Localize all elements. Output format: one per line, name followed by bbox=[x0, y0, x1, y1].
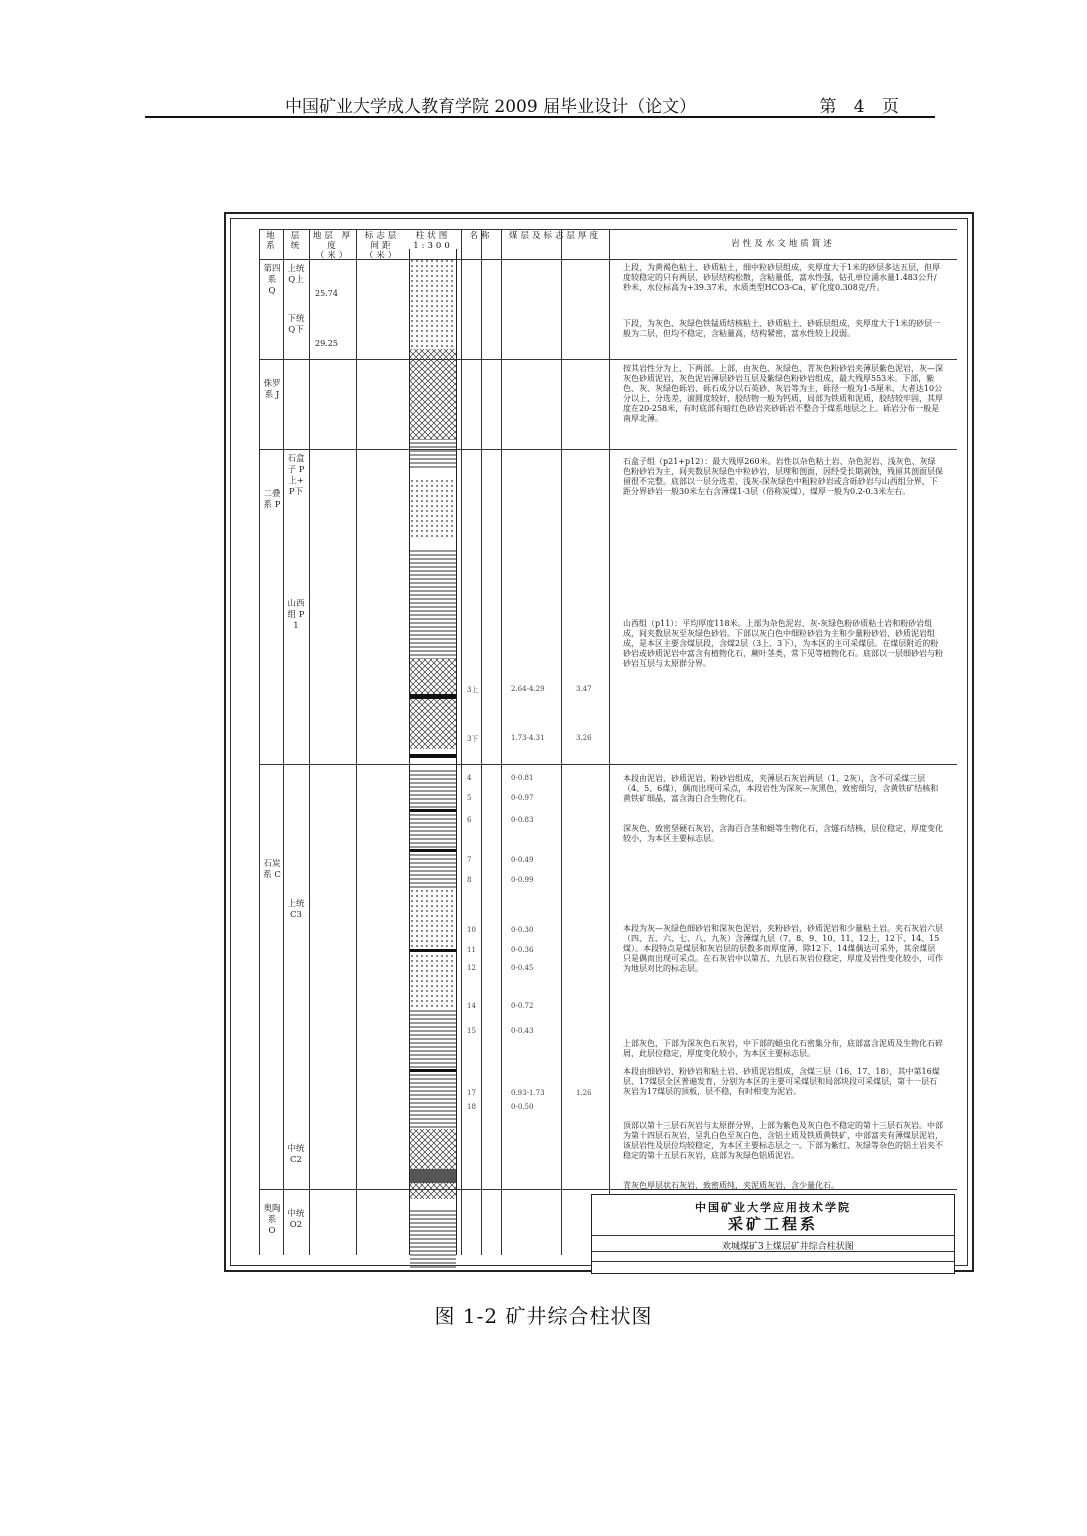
system-carboniferous: 石炭系 C bbox=[263, 859, 281, 880]
seam-no: 7 bbox=[467, 856, 472, 864]
figure-frame bbox=[230, 218, 968, 1266]
seam-no: 4 bbox=[467, 774, 472, 782]
seam-range: 1.73-4.31 bbox=[511, 734, 545, 742]
description-shihezi: 石盒子组（p21+p12）：最大残厚260米。岩性以杂色粘土岩、杂色泥岩、浅灰色、灰绿色粉砂岩为主，间夹数层灰绿色中粒砂岩，层理和剖面，因经受长期剥蚀，残留其剖面层保留很不完整。底部以一层分选差、浅灰-深灰绿色中粗粒砂岩或含砾砂岩与山西组分界，下距分界砂岩一般30米左右含薄煤1-3层（俗称炭煤），煤厚一般为0.2-0.3米左右。 bbox=[623, 457, 943, 496]
seam-no: 18 bbox=[467, 1103, 476, 1111]
seam-no: 12 bbox=[467, 964, 476, 972]
system-jurassic: 侏罗系 J bbox=[263, 379, 281, 400]
description-jurassic: 按其岩性分为上、下两部。上部，由灰色、灰绿色、青灰色粉砂岩夹薄层紫色泥岩，灰—深灰色砂质泥岩，灰色泥岩薄层砂岩互层及紫绿色粉砂岩组成，最大残厚553米。下部，紫色、灰、灰绿色砾岩、砾石成分以石英砂、灰岩等为主，砾径一般为1-5厘米，大者达10公分以上，分选差，滚圆度较好，胶结物一般为钙质，局部为铁质和泥质，胶结较牢固，其厚度在20-258米，有时底部有暗红色砂岩夹砂砾岩不整合于煤系地层之上。砾岩分布一般是南厚北薄。 bbox=[623, 364, 943, 423]
seam-no: 8 bbox=[467, 876, 472, 884]
system-quaternary: 第四系 Q bbox=[263, 264, 281, 296]
seam-no: 11 bbox=[467, 946, 476, 954]
seam-avg: 1.26 bbox=[576, 1089, 592, 1097]
header-system: 地 系 bbox=[266, 231, 278, 251]
seam-range: 0-0.50 bbox=[511, 1103, 534, 1111]
series-q-upper: 上统 Q上 bbox=[287, 264, 305, 285]
description-limestone-c3: 上部灰色，下部为深灰色石灰岩，中下部的蜓虫化石密集分布，底部富含泥质及生物化石碎屑，此层位稳定，厚度变化较小，为本区主要标志层。 bbox=[623, 1039, 943, 1058]
seam-range: 0-0.83 bbox=[511, 816, 534, 824]
seam-range: 0-0.45 bbox=[511, 964, 534, 972]
title-block-drawing-name: 欢城煤矿3上煤层矿井综合柱状图 bbox=[722, 1242, 854, 1252]
description-c3-upper: 本段由泥岩、砂质泥岩、粉砂岩组成，夹薄层石灰岩两层（1、2灰），含不可采煤三层（4、5、6煤），偶而出现可采点，本段岩性为深灰—灰黑色，致密细匀，含黄铁矿结核和黄铁矿细晶，富含海白合生物化石。 bbox=[623, 774, 939, 803]
series-c2: 中统 C2 bbox=[287, 1144, 305, 1165]
seam-avg: 3.26 bbox=[576, 734, 592, 742]
series-shanxi: 山西组 P1 bbox=[287, 599, 305, 631]
description-c2: 顶部以第十三层石灰岩与太原群分界，上部为紫色及灰白色不稳定的第十三层石灰岩。中部为第十四层石灰岩，呈乳白色至灰白色，含铝土质及铁质黄铁矿，中部富夹有薄煤层泥岩，该层岩性及层位均较稳定，为本区主要标志层之一。下部为紫红、灰绿等杂色的铝土岩夹不稳定的第十五层石灰岩，底部为灰绿色铝质泥岩。 bbox=[623, 1121, 943, 1160]
seam-range: 0-0.81 bbox=[511, 774, 534, 782]
header-column: 柱状图 1:300 bbox=[413, 231, 453, 251]
lithology-pattern bbox=[410, 249, 456, 1269]
header-series: 层 统 bbox=[290, 231, 303, 251]
system-ordovician: 奥陶系 O bbox=[263, 1204, 281, 1236]
seam-range: 0.93-1.73 bbox=[511, 1089, 545, 1097]
seam-no: 3下 bbox=[467, 735, 479, 743]
title-block-department: 采矿工程系 bbox=[727, 1215, 818, 1233]
seam-no: 3上 bbox=[467, 686, 479, 694]
page-header bbox=[145, 92, 935, 118]
seam-no: 5 bbox=[467, 794, 472, 802]
seam-range: 0-0.30 bbox=[511, 926, 534, 934]
series-q-lower: 下统 Q下 bbox=[287, 314, 305, 335]
seam-range: 0-0.99 bbox=[511, 876, 534, 884]
seam-range: 0-0.97 bbox=[511, 794, 534, 802]
description-limestone-marker: 深灰色，致密坚硬石灰岩，含海百合茎和蜓等生物化石，含燧石结核，层位稳定，厚度变化较小，为本区主要标志层。 bbox=[623, 824, 943, 843]
lithology-column bbox=[409, 249, 457, 1255]
seam-no: 17 bbox=[467, 1089, 476, 1097]
header-interval: 标志层 间距 （米） bbox=[364, 231, 400, 261]
seam-range: 0-0.43 bbox=[511, 1027, 534, 1035]
seam-range: 2.64-4.29 bbox=[511, 685, 545, 693]
description-c3-lower: 本段由细砂岩、粉砂岩和粘土岩、砂质泥岩组成，含煤三层（16、17、18），其中第16煤层、17煤层全区普遍发育，分别为本区的主要可采煤层和局部块段可采煤层，第十一层石灰岩为17煤层的顶板，层不稳，有时相变为泥岩。 bbox=[623, 1067, 940, 1096]
title-block-school: 中国矿业大学应用技术学院 bbox=[695, 1201, 851, 1214]
stratigraphic-column-figure bbox=[224, 212, 974, 1272]
system-permian: 二叠系 P bbox=[263, 489, 281, 510]
seam-no: 10 bbox=[467, 926, 476, 934]
seam-avg: 3.47 bbox=[576, 685, 592, 693]
header-coal-thickness: 煤层及标志层厚度 bbox=[508, 231, 601, 241]
seam-range: 0-0.49 bbox=[511, 856, 534, 864]
header-name: 名称 bbox=[469, 231, 493, 241]
seam-no: 6 bbox=[467, 816, 472, 824]
series-c3: 上统 C3 bbox=[287, 899, 305, 920]
series-o2: 中统 O2 bbox=[287, 1209, 305, 1230]
description-ordovician: 青灰色厚层状石灰岩，致密质纯，夹泥质灰岩，含少量化石。 bbox=[623, 1181, 839, 1190]
description-quaternary-lower: 下段，为灰色、灰绿色铁锰质结核粘土、砂质粘土、砂砾层组成，夹厚度大于1米的砂层一般为二层，但均不稳定，含粘量高，结构紧密，富水性较上段弱。 bbox=[623, 319, 941, 338]
thickness-q-lower: 29.25 bbox=[315, 339, 338, 348]
title-block bbox=[591, 1194, 955, 1274]
figure-caption: 图 1-2 矿井综合柱状图 bbox=[434, 1304, 653, 1328]
page-number: 第 4 页 bbox=[819, 97, 905, 117]
seam-range: 0-0.36 bbox=[511, 946, 534, 954]
seam-range: 0-0.72 bbox=[511, 1002, 534, 1010]
series-shihezi: 石盒子 P上+P下 bbox=[287, 454, 305, 497]
header-title: 中国矿业大学成人教育学院 2009 届毕业设计（论文） bbox=[285, 97, 697, 117]
header-thickness: 地层 厚度 （米） bbox=[312, 231, 354, 261]
header-description: 岩性及水文地质简述 bbox=[731, 239, 835, 249]
description-c3-middle: 本段为灰—灰绿色细砂岩和深灰色泥岩，夹粉砂岩，砂质泥岩和少量粘土岩。夹石灰岩六层（四、五、六、七、八、九灰）含薄煤九层（7、8、9、10、11、12上、12下、14、15煤）。本段特点是煤层和灰岩层的层数多而厚度薄，除12下、14煤偶达可采外，其余煤层只是偶而出现可采点。在石灰岩中以第五、九层石灰岩位稳定，厚度及岩性变化较小，可作为地层对比的标志层。 bbox=[623, 924, 943, 973]
description-shanxi: 山西组（p11）：平均厚度118米。上部为杂色泥岩、灰-灰绿色粉砂质粘土岩和粉砂岩组成，间夹数层灰至灰绿色砂岩。下部以灰白色中细粒砂岩为主和少量粉砂岩、砂质泥岩组成，是本区主要含煤层段，含煤2层（3上、3下），为本区的主可采煤层。在煤层附近的粉砂岩或砂质泥岩中富含有植物化石，蕨叶茎类，常下见等植物化石。底部以一层细砂岩与粉砂岩互层与太原群分界。 bbox=[623, 619, 943, 668]
seam-no: 15 bbox=[467, 1027, 476, 1035]
seam-no: 14 bbox=[467, 1002, 476, 1010]
description-quaternary-upper: 上段，为黄褐色粘土、砂质粘土，细中粒砂层组成，夹厚度大于1米的砂层多达五层，但厚度较稳定的只有两层，砂层结构松散，含粘量低，富水性强，钻孔单位涌水量1.483公升/秒米，水位标高为+39.37米，水质类型HCO3-Ca，矿化度0.308克/升。 bbox=[623, 263, 941, 292]
thickness-q-upper: 25.74 bbox=[315, 289, 338, 298]
